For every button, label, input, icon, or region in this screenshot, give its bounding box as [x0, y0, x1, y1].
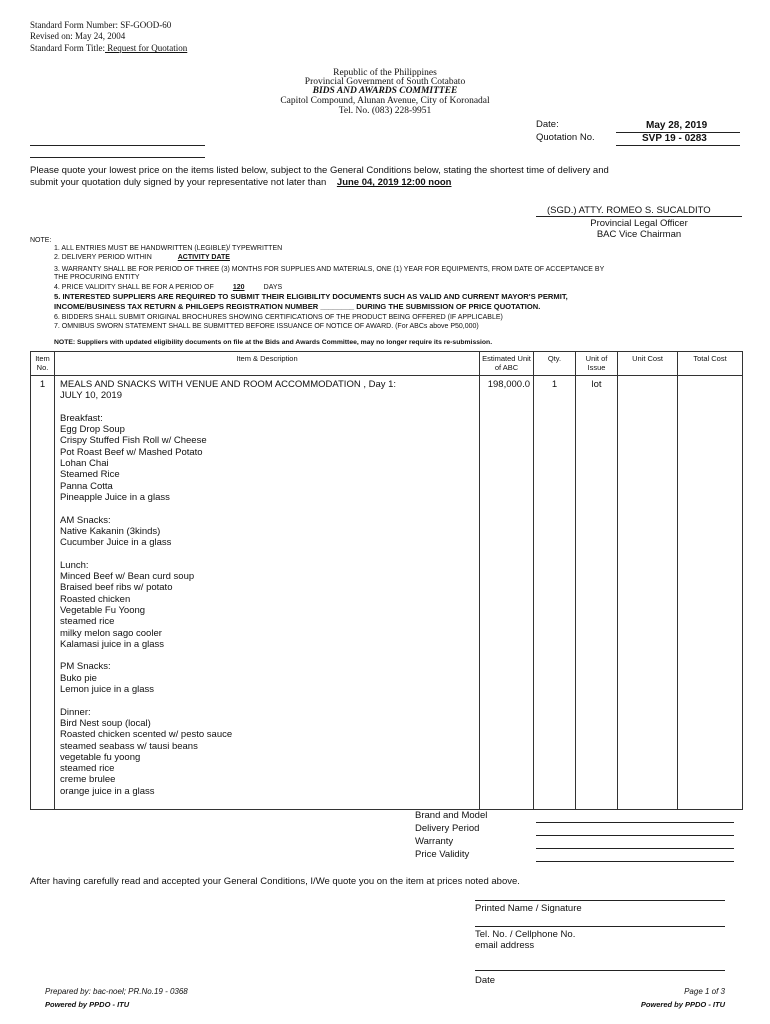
note-4: [54, 283, 282, 292]
description-line: Roasted chicken scented w/ pesto sauce: [60, 729, 233, 741]
powered-by-right: Powered by PPDO - ITU: [640, 1000, 725, 1009]
description-line: [60, 650, 476, 661]
description-line: [60, 695, 476, 706]
description-line: [60, 548, 476, 559]
warranty-line[interactable]: [536, 848, 734, 849]
col-total-cost: Total Cost: [678, 352, 743, 376]
instructions-line2: [30, 177, 452, 188]
row-unit: lot: [576, 376, 618, 810]
form-title-label: Standard Form Title:: [30, 43, 106, 53]
note-4-prefix: 4. PRICE VALIDITY SHALL BE FOR A PERIOD OF: [54, 284, 214, 291]
note-4-suffix: DAYS: [263, 284, 283, 291]
description-line: [60, 503, 476, 514]
description-line: creme brulee: [60, 774, 116, 786]
col-unit-issue: Unit of Issue: [576, 352, 618, 376]
org-tel: Tel. No. (083) 228-9951: [338, 106, 432, 116]
items-table: [30, 351, 743, 810]
description-line: Dinner:: [60, 706, 91, 718]
eligibility-note: NOTE: Suppliers with updated eligibility documents on file at the Bids and Awards Committee, may no longer require its re-submission.: [54, 339, 493, 346]
prepared-by: Prepared by: bac-noel; PR.No.19 - 0368: [45, 987, 188, 996]
instructions-line2-prefix: submit your quotation duly signed by your representative not later than: [30, 177, 327, 188]
page-number: Page 1 of 3: [684, 987, 725, 996]
tel-line[interactable]: [475, 926, 725, 927]
description-line: Pot Roast Beef w/ Mashed Potato: [60, 446, 203, 458]
description-line: milky melon sago cooler: [60, 627, 162, 639]
description-line: Lemon juice in a glass: [60, 684, 154, 696]
signatory-underline: [536, 216, 742, 217]
email-label: email address: [475, 940, 535, 951]
description-line: [60, 402, 476, 413]
note-3b: THE PROCURING ENTITY: [54, 274, 140, 281]
date-line[interactable]: [475, 970, 725, 971]
org-committee: BIDS AND AWARDS COMMITTEE: [312, 86, 458, 96]
date-label: Date:: [536, 119, 559, 130]
submission-deadline: June 04, 2019 12:00 noon: [336, 177, 452, 188]
row-total-cost[interactable]: [678, 376, 743, 810]
description-line: Egg Drop Soup: [60, 424, 125, 436]
description-line: Steamed Rice: [60, 469, 120, 481]
form-revised: Revised on: May 24, 2004: [30, 31, 126, 41]
instructions-line1: Please quote your lowest price on the items listed below, subject to the General Conditions below, stating the shortest time of delivery and: [30, 165, 609, 176]
signatory-role: BAC Vice Chairman: [596, 229, 682, 240]
col-unit-cost: Unit Cost: [618, 352, 678, 376]
org-government: Provincial Government of South Cotabato: [304, 77, 466, 87]
note-7: 7. OMNIBUS SWORN STATEMENT SHALL BE SUBMITTED BEFORE ISSUANCE OF NOTICE OF AWARD. (For ABCs above P50,000): [54, 323, 479, 330]
supplier-address-line[interactable]: [30, 157, 205, 158]
description-line: Native Kakanin (3kinds): [60, 525, 161, 537]
description-line: steamed rice: [60, 616, 115, 628]
description-line: Panna Cotta: [60, 480, 113, 492]
description-line: Roasted chicken: [60, 593, 131, 605]
description-line: Pineapple Juice in a glass: [60, 491, 170, 503]
description-line: MEALS AND SNACKS WITH VENUE AND ROOM ACCOMMODATION , Day 1:: [60, 379, 397, 390]
form-title: [30, 43, 187, 53]
row-unit-cost[interactable]: [618, 376, 678, 810]
description-line: Lohan Chai: [60, 458, 109, 470]
description-line: vegetable fu yoong: [60, 751, 141, 763]
table-row: [31, 376, 743, 810]
sign-date-label: Date: [475, 975, 496, 986]
validity-label: Price Validity: [415, 849, 470, 860]
description-line: PM Snacks:: [60, 661, 111, 673]
description-line: orange juice in a glass: [60, 785, 155, 797]
brand-line[interactable]: [536, 822, 734, 823]
delivery-line[interactable]: [536, 835, 734, 836]
description-line: Breakfast:: [60, 412, 103, 424]
description-line: Lunch:: [60, 559, 89, 571]
validity-line[interactable]: [536, 861, 734, 862]
description-line: Minced Beef w/ Bean curd soup: [60, 571, 195, 583]
note-2: [54, 253, 252, 262]
description-line: JULY 10, 2019: [60, 390, 122, 402]
date-value: May 28, 2019: [646, 120, 708, 131]
signatory-name: (SGD.) ATTY. ROMEO S. SUCALDITO: [547, 205, 711, 216]
description-line: Buko pie: [60, 672, 97, 684]
tel-label: Tel. No. / Cellphone No.: [475, 929, 576, 940]
powered-by-left: Powered by PPDO - ITU: [45, 1000, 130, 1009]
description-line: Cucumber Juice in a glass: [60, 537, 172, 549]
quotation-value: SVP 19 - 0283: [642, 133, 707, 144]
warranty-label: Warranty: [415, 836, 454, 847]
note-5a: 5. INTERESTED SUPPLIERS ARE REQUIRED TO SUBMIT THEIR ELIGIBILITY DOCUMENTS SUCH AS VALID AND CURRENT MAYOR'S PERMIT,: [54, 292, 568, 301]
description-line: AM Snacks:: [60, 514, 111, 526]
quotation-label: Quotation No.: [536, 132, 595, 143]
row-estimated: 198,000.0: [480, 376, 534, 810]
description-line: Crispy Stuffed Fish Roll w/ Cheese: [60, 435, 207, 447]
org-country: Republic of the Philippines: [333, 68, 437, 78]
quotation-underline: [616, 145, 740, 146]
col-item-no: Item No.: [31, 352, 55, 376]
row-item-no: 1: [31, 376, 55, 810]
description-line: Bird Nest soup (local): [60, 717, 151, 729]
delivery-period-value: ACTIVITY DATE: [177, 254, 230, 261]
row-description: [55, 376, 480, 810]
price-validity-value: 120: [232, 284, 245, 291]
note-2-prefix: 2. DELIVERY PERIOD WITHIN: [54, 254, 152, 261]
signatory-position: Provincial Legal Officer: [590, 218, 688, 229]
col-qty: Qty.: [534, 352, 576, 376]
note-6: 6. BIDDERS SHALL SUBMIT ORIGINAL BROCHURES SHOWING CERTIFICATIONS OF THE PRODUCT BEING OFFERED (IF APPLICABLE): [54, 314, 503, 321]
notes-heading: NOTE:: [30, 237, 52, 244]
col-description: Item & Description: [55, 352, 480, 376]
org-address: Capitol Compound, Alunan Avenue, City of Koronadal: [280, 96, 490, 106]
note-1: 1. ALL ENTRIES MUST BE HANDWRITTEN (LEGIBLE)/ TYPEWRITTEN: [54, 245, 283, 252]
note-3a: 3. WARRANTY SHALL BE FOR PERIOD OF THREE (3) MONTHS FOR SUPPLIES AND MATERIALS, ONE (1) YEAR FOR EQUIPMENTS, FROM DATE OF ACCEPTANCE BY: [54, 266, 605, 273]
form-title-value: Request for Quotation: [105, 43, 188, 53]
printed-name-label: Printed Name / Signature: [475, 903, 582, 914]
description-line: Braised beef ribs w/ potato: [60, 582, 173, 594]
description-line: Kalamasi juice in a glass: [60, 638, 165, 650]
acceptance-statement: After having carefully read and accepted your General Conditions, I/We quote you on the item at prices noted above.: [30, 876, 520, 887]
delivery-label: Delivery Period: [415, 823, 480, 834]
table-header-row: [31, 352, 743, 376]
signature-line[interactable]: [475, 900, 725, 901]
note-5b: INCOME/BUSINESS TAX RETURN & PHILGEPS REGISTRATION NUMBER ________ DURING THE SUBMISSION OF PRICE QUOTATION.: [54, 302, 541, 311]
description-line: Vegetable Fu Yoong: [60, 604, 146, 616]
supplier-name-line[interactable]: [30, 145, 205, 146]
description-line: steamed seabass w/ tausi beans: [60, 740, 198, 752]
description-line: steamed rice: [60, 763, 115, 775]
row-qty: 1: [534, 376, 576, 810]
form-number: Standard Form Number: SF-GOOD-60: [30, 20, 172, 30]
col-estimated: Estimated Unit of ABC: [480, 352, 534, 376]
brand-label: Brand and Model: [415, 810, 488, 821]
